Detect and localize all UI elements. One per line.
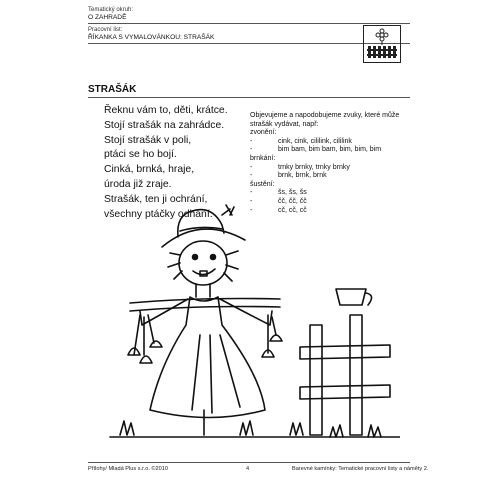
topic-label: Tematický okruh: <box>88 7 134 13</box>
fence-rail-top <box>300 345 390 359</box>
dress <box>150 297 265 418</box>
topic: O ZAHRADĚ <box>88 14 127 21</box>
sound-text: čč, čč, čč <box>278 197 307 205</box>
sheet-title: ŘÍKANKA S VYMALOVÁNKOU: STRAŠÁK <box>88 34 215 41</box>
eye-right <box>211 255 216 260</box>
fence-post-left <box>310 325 322 435</box>
logo-graphic <box>364 26 400 62</box>
sheet-label: Pracovní list: <box>88 27 123 33</box>
neck <box>196 285 210 297</box>
fence-post-right <box>350 315 362 435</box>
sleeve-left <box>140 299 188 325</box>
hat-flower <box>222 205 234 215</box>
dash: - <box>250 137 253 145</box>
sound-group-label: šustění: <box>250 180 275 188</box>
header-rule-2 <box>88 43 410 44</box>
flower-fence-icon <box>363 25 401 63</box>
poem-line: Stojí strašák na zahrádce. <box>104 119 225 131</box>
dash: - <box>250 206 253 214</box>
dash: - <box>250 189 253 197</box>
sound-text: cink, cink, cililink, cililink <box>278 137 352 145</box>
grass <box>120 421 381 437</box>
bell-string-right <box>268 315 276 353</box>
sound-item <box>250 164 420 173</box>
sound-text: trnky brnky, trnky brnky <box>278 163 350 171</box>
sound-text: bim bam, bim bam, bim, bim, bim <box>278 146 382 154</box>
bell-right-2 <box>270 335 282 341</box>
dash: - <box>250 172 253 180</box>
jug-handle <box>366 293 372 305</box>
sound-item <box>250 138 420 147</box>
sounds-intro: Objevujeme a napodobujeme zvuky, které může strašák vydávat, např: <box>250 112 400 128</box>
footer-series: Barevné kamínky: Tematické pracovní listy a náměty 2. <box>292 466 429 472</box>
sound-group-label: zvonění: <box>250 129 277 137</box>
sound-group-label: brnkání: <box>250 154 276 162</box>
dash: - <box>250 146 253 154</box>
dress-folds <box>192 335 240 413</box>
fence-rail-bottom <box>300 385 390 399</box>
sound-text: brnk, brnk, brnk <box>278 172 327 180</box>
footer-publisher: Přílohy/ Mladá Plus s.r.o. ©2010 <box>88 466 168 472</box>
bell-left-2 <box>140 356 152 363</box>
title-rule <box>88 97 410 98</box>
dash: - <box>250 163 253 171</box>
eye-left <box>193 255 198 260</box>
poem-line: Řeknu vám to, děti, krátce. <box>104 105 228 116</box>
jug <box>336 289 366 305</box>
poem-line: Stojí strašák v poli, <box>104 134 192 146</box>
poem-line: ptáci se ho bojí. <box>104 149 177 161</box>
head <box>179 241 227 285</box>
arm-pole-lower <box>130 307 280 312</box>
scarecrow-coloring-illustration <box>100 185 400 445</box>
dash: - <box>250 197 253 205</box>
hat-brim <box>162 229 245 247</box>
bell-left-3 <box>150 341 162 347</box>
poem-line: Strašák, ten ji ochrání, <box>104 193 208 205</box>
worksheet-title: STRAŠÁK <box>88 84 137 95</box>
poem-line: Cinká, brnká, hraje, <box>104 164 195 176</box>
poem-line: všechny ptáčky odhání. <box>104 208 213 220</box>
sound-text: cč, cč, cč <box>278 206 307 214</box>
sound-text: šs, šs, šs <box>278 189 307 197</box>
poem-line: úroda již zraje. <box>104 178 172 190</box>
sleeve-right <box>220 299 272 325</box>
footer-rule <box>88 462 410 463</box>
page-number: 4 <box>246 466 250 472</box>
header-rule <box>88 23 410 24</box>
sound-item <box>250 146 420 155</box>
sound-item <box>250 172 420 181</box>
